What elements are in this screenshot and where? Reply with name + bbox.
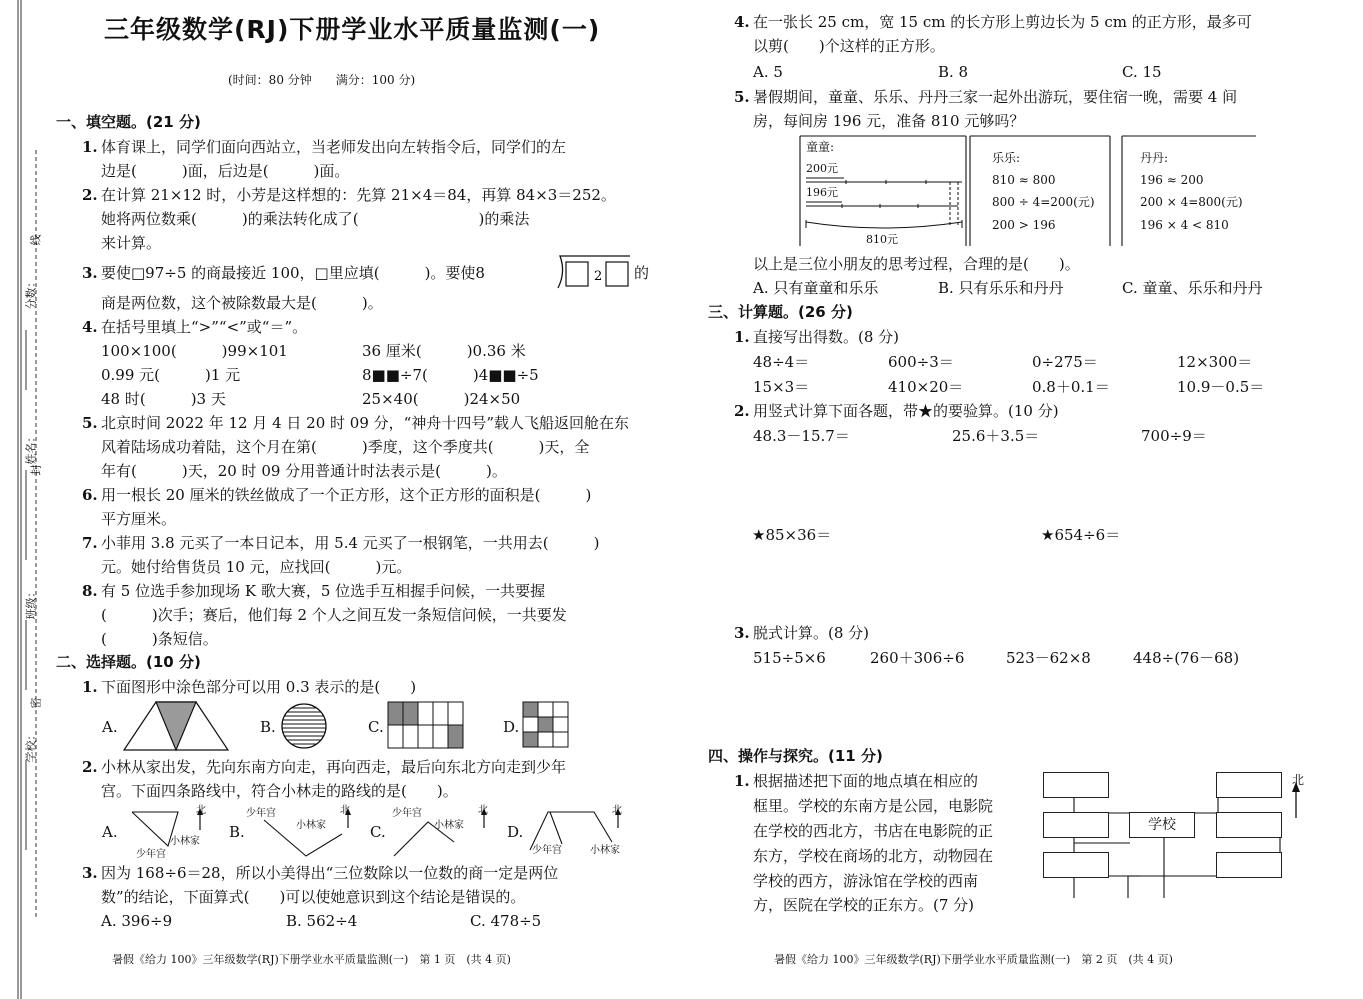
q8-line3: ( )条短信。 (101, 630, 218, 648)
striped-circle-figure (280, 702, 328, 750)
long-division-sign (556, 254, 636, 290)
o1-number: 1. (734, 772, 750, 790)
c1-option-d-label: D. (503, 718, 520, 736)
k3-item: 260＋306÷6 (870, 649, 965, 667)
k1-line1: 直接写出得数。(8 分) (753, 328, 900, 346)
c2-option-a-label: A. (102, 823, 118, 841)
r-q4-line1: 在一张长 25 cm，宽 15 cm 的长方形上剪边长为 5 cm 的正方形，最多可 (753, 13, 1252, 31)
dandan-step1: 196 ≈ 200 (1140, 173, 1204, 187)
name-label: 姓名： (24, 431, 38, 465)
school-label: 学校： (24, 729, 38, 763)
k3-item: 523－62×8 (1006, 649, 1091, 667)
c1-option-a-label: A. (102, 718, 118, 736)
c2-option-b-label: B. (229, 823, 245, 841)
q7-number: 7. (82, 534, 98, 552)
q3-line1: 要使□97÷5 的商最接近 100，□里应填( )。要使8 (101, 264, 485, 282)
k2-star-item: ★85×36＝ (752, 526, 832, 544)
c1-option-c-label: C. (368, 718, 384, 736)
q4-item: 0.99 元( )1 元 (101, 366, 241, 384)
c3-line2: 数”的结论，下面算式( )可以使她意识到这个结论是错误的。 (101, 888, 526, 906)
q7-line2: 元。她付给售货员 10 元，应找回( )元。 (101, 558, 412, 576)
q8-line2: ( )次手；赛后，他们每 2 个人之间互发一条短信问候，一共要发 (101, 606, 567, 624)
q1-line2: 边是( )面，后边是( )面。 (101, 162, 350, 180)
section-fill-blank: 一、填空题。(21 分) (56, 113, 201, 131)
r-q5-number: 5. (734, 88, 750, 106)
c2-line2: 宫。下面四条路线中，符合小林走的路线的是( )。 (101, 782, 458, 800)
exam-info: (时间：80 分钟 满分：100 分) (228, 73, 416, 87)
k1-item: 12×300＝ (1177, 353, 1253, 371)
lele-step2: 800 ÷ 4=200(元) (992, 195, 1095, 209)
score-label: 分数： (24, 276, 38, 310)
r-q5-option-a: A. 只有童童和乐乐 (753, 279, 879, 297)
grid-figure-d (523, 702, 571, 750)
tongtong-label: 童童: (806, 140, 835, 154)
o1-line: 学校的西方，游泳馆在学校的西南 (753, 872, 979, 890)
r-q5-line1: 暑假期间，童童、乐乐、丹丹三家一起外出游玩，要住宿一晚，需要 4 间 (753, 88, 1238, 106)
k2-line1: 用竖式计算下面各题，带★的要验算。(10 分) (753, 402, 1059, 420)
map-box[interactable] (1043, 852, 1109, 878)
q1-line1: 体育课上，同学们面向西站立，当老师发出向左转指令后，同学们的左 (101, 138, 567, 156)
q6-number: 6. (82, 486, 98, 504)
q5-number: 5. (82, 414, 98, 432)
tongtong-200: 200元 (806, 162, 838, 175)
q8-line1: 有 5 位选手参加现场 K 歌大赛，5 位选手互相握手问候，一共要握 (101, 582, 546, 600)
q6-line2: 平方厘米。 (101, 510, 177, 528)
q4-number: 4. (82, 318, 98, 336)
north-label: 北 (196, 805, 206, 816)
k1-item: 410×20＝ (888, 378, 964, 396)
k3-line1: 脱式计算。(8 分) (753, 624, 870, 642)
school-box: 学校 (1129, 812, 1195, 838)
o1-line: 根据描述把下面的地点填在相应的 (753, 772, 979, 790)
q5-line2: 风着陆场成功着陆，这个月在第( )季度，这个季度共( )天，全 (101, 438, 590, 456)
k2-item: 700÷9＝ (1141, 427, 1207, 445)
q3-line2: 商是两位数，这个被除数最大是( )。 (101, 294, 383, 312)
palace-label: 少年宫 (246, 808, 276, 819)
secret-label: 密 (29, 697, 43, 709)
q3-number: 3. (82, 264, 98, 282)
north-label: 北 (340, 805, 350, 816)
q4-item: 25×40( )24×50 (362, 390, 521, 408)
k1-item: 10.9－0.5＝ (1177, 378, 1265, 396)
q2-number: 2. (82, 186, 98, 204)
q6-line1: 用一根长 20 厘米的铁丝做成了一个正方形，这个正方形的面积是( ) (101, 486, 592, 504)
tongtong-196: 196元 (806, 186, 838, 199)
q1-number: 1. (82, 138, 98, 156)
k2-number: 2. (734, 402, 750, 420)
o1-line: 东方，学校在商场的北方，动物园在 (753, 847, 994, 865)
section-calculation: 三、计算题。(26 分) (708, 303, 853, 321)
c2-number: 2. (82, 758, 98, 776)
o1-line: 在学校的西北方，书店在电影院的正 (753, 822, 994, 840)
k1-item: 0÷275＝ (1032, 353, 1098, 371)
k2-star-item: ★654÷6＝ (1041, 526, 1121, 544)
class-label: 班级： (24, 586, 38, 620)
lele-step3: 200 > 196 (992, 218, 1056, 232)
c1-option-b-label: B. (260, 718, 276, 736)
c2-option-d-label: D. (507, 823, 524, 841)
c3-number: 3. (82, 864, 98, 882)
home-label: 小林家 (434, 820, 464, 831)
home-label: 小林家 (590, 845, 620, 856)
palace-label: 少年宫 (532, 845, 562, 856)
north-label: 北 (1292, 773, 1305, 787)
c1-number: 1. (82, 678, 98, 696)
palace-label: 少年宫 (392, 808, 422, 819)
r-q4-line2: 以剪( )个这样的正方形。 (753, 37, 945, 55)
lele-step1: 810 ≈ 800 (992, 173, 1056, 187)
palace-label: 少年宫 (136, 849, 166, 860)
q4-item: 36 厘米( )0.36 米 (362, 342, 526, 360)
map-box[interactable] (1043, 772, 1109, 798)
dandan-label: 丹丹: (1140, 151, 1169, 165)
tongtong-810: 810元 (866, 233, 898, 246)
k2-item: 48.3－15.7＝ (753, 427, 850, 445)
north-label: 北 (612, 805, 622, 816)
c3-option-c: C. 478÷5 (470, 912, 542, 930)
r-q5-option-c: C. 童童、乐乐和丹丹 (1122, 279, 1263, 297)
q4-line1: 在括号里填上“>”“<”或“＝”。 (101, 318, 308, 336)
q2-line3: 来计算。 (101, 234, 162, 252)
k1-item: 0.8＋0.1＝ (1032, 378, 1110, 396)
q4-item: 48 时( )3 天 (101, 390, 226, 408)
q8-number: 8. (82, 582, 98, 600)
map-box[interactable] (1216, 812, 1282, 838)
c3-line1: 因为 168÷6＝28，所以小美得出“三位数除以一位数的商一定是两位 (101, 864, 559, 882)
r-q5-line3: 以上是三位小朋友的思考过程，合理的是( )。 (753, 255, 1080, 273)
page-footer-right: 暑假《给力 100》三年级数学(RJ)下册学业水平质量监测(一) 第 2 页 (共 4 页) (774, 953, 1173, 966)
k1-item: 600÷3＝ (888, 353, 954, 371)
r-q4-option-c: C. 15 (1122, 63, 1162, 81)
r-q4-number: 4. (734, 13, 750, 31)
home-label: 小林家 (170, 836, 200, 847)
section-choice: 二、选择题。(10 分) (56, 653, 201, 671)
page-footer-left: 暑假《给力 100》三年级数学(RJ)下册学业水平质量监测(一) 第 1 页 (共 4 页) (112, 953, 511, 966)
o1-line: 方，医院在学校的正东方。(7 分) (753, 896, 975, 914)
q2-line2: 她将两位数乘( )的乘法转化成了( )的乘法 (101, 210, 530, 228)
q4-item: 100×100( )99×101 (101, 342, 288, 360)
r-q5-option-b: B. 只有乐乐和丹丹 (938, 279, 1064, 297)
q3-suffix: 的 (634, 264, 650, 282)
map-box[interactable] (1043, 812, 1109, 838)
map-box[interactable] (1216, 772, 1282, 798)
seal-label: 封 (29, 464, 43, 476)
map-box[interactable] (1216, 852, 1282, 878)
north-label: 北 (478, 805, 488, 816)
home-label: 小林家 (296, 820, 326, 831)
c2-option-c-label: C. (370, 823, 386, 841)
q5-line3: 年有( )天，20 时 09 分用普通计时法表示是( )。 (101, 462, 507, 480)
k1-item: 15×3＝ (753, 378, 810, 396)
q2-line1: 在计算 21×12 时，小芳是这样想的：先算 21×4＝84，再算 84×3＝252。 (101, 186, 616, 204)
cut-line-label: 线 (29, 234, 43, 246)
grid-figure-c (388, 702, 468, 750)
k2-item: 25.6＋3.5＝ (952, 427, 1040, 445)
k1-number: 1. (734, 328, 750, 346)
k3-item: 448÷(76－68) (1133, 649, 1240, 667)
binding-lines (0, 0, 40, 999)
lele-label: 乐乐: (992, 151, 1021, 165)
c3-option-b: B. 562÷4 (286, 912, 358, 930)
r-q4-option-a: A. 5 (753, 63, 783, 81)
dandan-step3: 196 × 4 < 810 (1140, 218, 1229, 232)
o1-line: 框里。学校的东南方是公园，电影院 (753, 797, 994, 815)
r-q4-option-b: B. 8 (938, 63, 969, 81)
c3-option-a: A. 396÷9 (101, 912, 173, 930)
trapezoid-figure (122, 700, 232, 752)
k3-number: 3. (734, 624, 750, 642)
page-title: 三年级数学(RJ)下册学业水平质量监测(一) (104, 15, 601, 44)
dandan-step2: 200 × 4=800(元) (1140, 195, 1243, 209)
k1-item: 48÷4＝ (753, 353, 810, 371)
q5-line1: 北京时间 2022 年 12 月 4 日 20 时 09 分，“神舟十四号”载人飞船返回舱在东 (101, 414, 629, 432)
section-operation: 四、操作与探究。(11 分) (708, 747, 883, 765)
c2-line1: 小林从家出发，先向东南方向走，再向西走，最后向东北方向走到少年 (101, 758, 567, 776)
q7-line1: 小菲用 3.8 元买了一本日记本，用 5.4 元买了一根钢笔，一共用去( ) (101, 534, 600, 552)
svg-text:2: 2 (594, 269, 603, 284)
c1-line1: 下面图形中涂色部分可以用 0.3 表示的是( ) (101, 678, 417, 696)
q4-item: 8■■÷7( )4■■÷5 (362, 366, 539, 384)
r-q5-line2: 房，每间房 196 元，准备 810 元够吗？ (753, 112, 1025, 130)
k3-item: 515÷5×6 (753, 649, 826, 667)
